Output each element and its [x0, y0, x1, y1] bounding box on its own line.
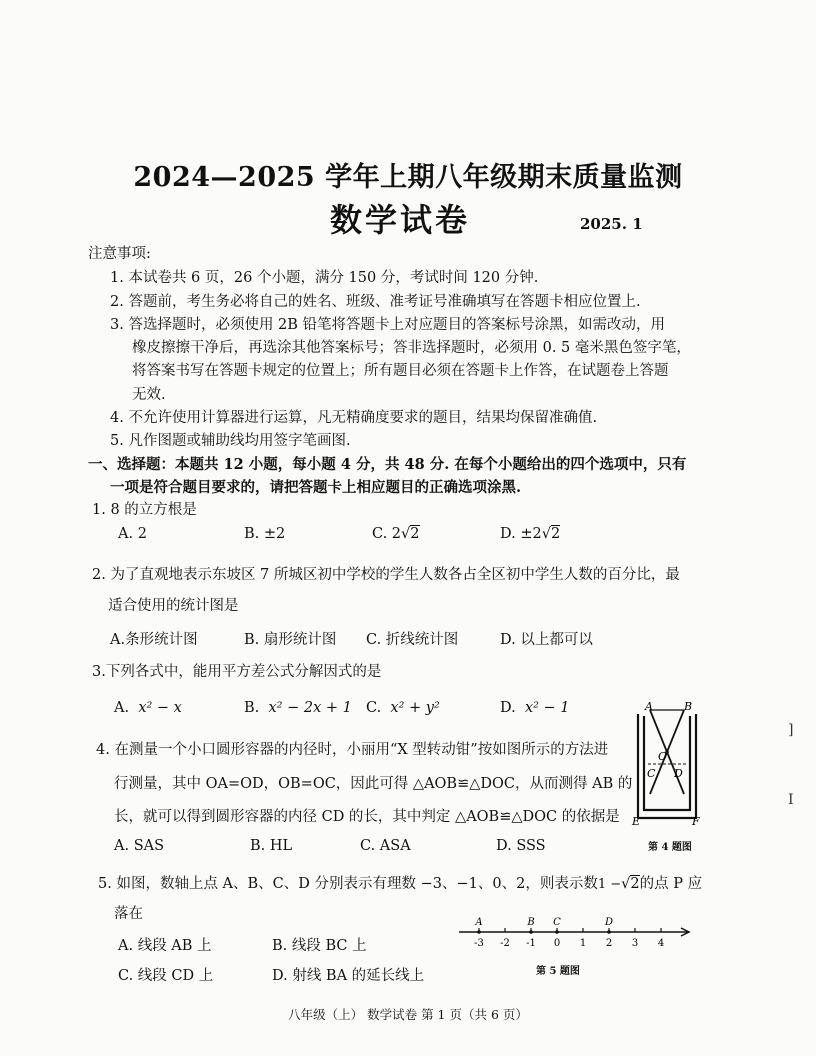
- point-label-a: A: [475, 917, 483, 928]
- tick-label: -1: [526, 938, 536, 949]
- q4-stem-1: 4. 在测量一个小口圆形容器的内径时，小丽用“X 型转动钳”按如图所示的方法进: [96, 742, 609, 758]
- radical-sign-icon: √: [401, 526, 411, 542]
- q4-figure-caption: 第 4 题图: [648, 842, 692, 853]
- q2-option-d: D. 以上都可以: [500, 632, 593, 648]
- tick-label: 4: [657, 938, 665, 949]
- point-a: [477, 930, 481, 934]
- q4-stem-2: 行测量，其中 OA=OD，OB=OC，因此可得 △AOB≌△DOC，从而测得 AB 的: [114, 776, 633, 792]
- q2-option-c: C. 折线统计图: [366, 632, 459, 648]
- margin-mark-1: ]: [788, 722, 794, 738]
- q1-stem: 1. 8 的立方根是: [92, 502, 197, 518]
- point-label-b: B: [527, 917, 535, 928]
- note-3d: 无效.: [132, 387, 166, 403]
- q5-option-c: C. 线段 CD 上: [118, 968, 214, 984]
- fig4-label-f: F: [692, 815, 700, 826]
- q4-option-d: D. SSS: [496, 838, 546, 854]
- q2-option-b: B. 扇形统计图: [244, 632, 337, 648]
- tick-label: 2: [605, 938, 613, 949]
- q3-stem: 3.下列各式中，能用平方差公式分解因式的是: [92, 664, 382, 680]
- paper-subtitle: 数学试卷: [330, 201, 471, 239]
- note-4: 4. 不允许使用计算器进行运算，凡无精确度要求的题目，结果均保留准确值.: [110, 410, 598, 426]
- tick-label: 3: [631, 938, 639, 949]
- q1-option-a: A. 2: [118, 526, 147, 542]
- radical-sign-icon: √: [621, 876, 631, 892]
- point-label-d: D: [604, 917, 614, 928]
- q5-option-b: B. 线段 BC 上: [272, 938, 367, 954]
- note-2: 2. 答题前，考生务必将自己的姓名、班级、准考证号准确填写在答题卡相应位置上.: [110, 294, 641, 310]
- note-3a: 3. 答选择题时，必须使用 2B 铅笔将答题卡上对应题目的答案标号涂黑，如需改动，用: [110, 317, 666, 333]
- q5-option-a: A. 线段 AB 上: [118, 938, 212, 954]
- container-inner-wall: [644, 716, 690, 810]
- q4-stem-3: 长，就可以得到圆形容器的内径 CD 的长，其中判定 △AOB≌△DOC 的依据是: [114, 809, 620, 825]
- q1-option-b: B. ±2: [244, 526, 286, 542]
- notes-heading: 注意事项:: [88, 246, 151, 262]
- q4-option-b: B. HL: [250, 838, 293, 854]
- q5-number-line: [455, 912, 695, 952]
- fig4-label-b: B: [684, 700, 693, 713]
- fig4-label-d: D: [674, 767, 683, 780]
- radical-sign-icon: √: [541, 526, 551, 542]
- section-1-line-2: 一项是符合题目要求的，请把答题卡上相应题目的正确选项涂黑.: [110, 479, 522, 496]
- q3-option-c: C. x² + y²: [366, 700, 440, 716]
- fig4-label-a: A: [645, 700, 653, 713]
- q5-figure-caption: 第 5 题图: [536, 966, 580, 977]
- q2-stem-2: 适合使用的统计图是: [108, 598, 239, 614]
- fig4-label-o: O: [658, 750, 668, 763]
- tick-label: 0: [553, 938, 561, 949]
- q2-option-a: A.条形统计图: [110, 632, 198, 648]
- q1-option-c: C. 2√2: [372, 526, 420, 542]
- point-c: [555, 930, 559, 934]
- note-3c: 将答案书写在答题卡规定的位置上；所有题目必须在答题卡上作答，在试题卷上答题: [132, 363, 669, 379]
- exam-date: 2025. 1: [580, 215, 643, 233]
- page-footer: 八年级（上） 数学试卷 第 1 页（共 6 页）: [288, 1007, 528, 1022]
- paper-title: 2024—2025 学年上期八年级期末质量监测: [133, 162, 683, 193]
- q3-option-b: B. x² − 2x + 1: [244, 700, 352, 716]
- q1-option-d: D. ±2√2: [500, 526, 561, 542]
- q5-stem-1: 5. 如图，数轴上点 A、B、C、D 分别表示有理数 −3、−1、0、2，则表示数1 −√2的点 P 应: [98, 876, 703, 892]
- point-label-c: C: [553, 917, 561, 928]
- point-d: [607, 930, 611, 934]
- note-3b: 橡皮擦擦干净后，再选涂其他答案标号；答非选择题时，必须用 0. 5 毫米黑色签字笔，: [132, 340, 691, 356]
- note-1: 1. 本试卷共 6 页，26 个小题，满分 150 分，考试时间 120 分钟.: [110, 270, 539, 286]
- tick-label: 1: [579, 938, 587, 949]
- q4-option-a: A. SAS: [114, 838, 165, 854]
- q3-option-a: A. x² − x: [114, 700, 182, 716]
- tick-label: -3: [474, 938, 484, 949]
- fig4-label-c: C: [647, 767, 656, 780]
- q4-option-c: C. ASA: [360, 838, 411, 854]
- fig4-label-e: E: [632, 815, 641, 826]
- q4-figure: [628, 700, 704, 826]
- tick-label: -2: [500, 938, 510, 949]
- q5-stem-2: 落在: [114, 906, 143, 922]
- section-1-line-1: 一、选择题：本题共 12 小题，每小题 4 分，共 48 分. 在每个小题给出的四个选项中，只有: [88, 456, 687, 473]
- q3-option-d: D. x² − 1: [500, 700, 570, 716]
- q5-option-d: D. 射线 BA 的延长线上: [272, 968, 425, 984]
- note-5: 5. 凡作图题或辅助线均用签字笔画图.: [110, 433, 351, 449]
- point-b: [529, 930, 533, 934]
- margin-mark-2: I: [788, 792, 794, 808]
- container-outer-wall: [638, 714, 696, 818]
- q2-stem-1: 2. 为了直观地表示东坡区 7 所城区初中学校的学生人数各占全区初中学生人数的百分比，最: [92, 567, 680, 583]
